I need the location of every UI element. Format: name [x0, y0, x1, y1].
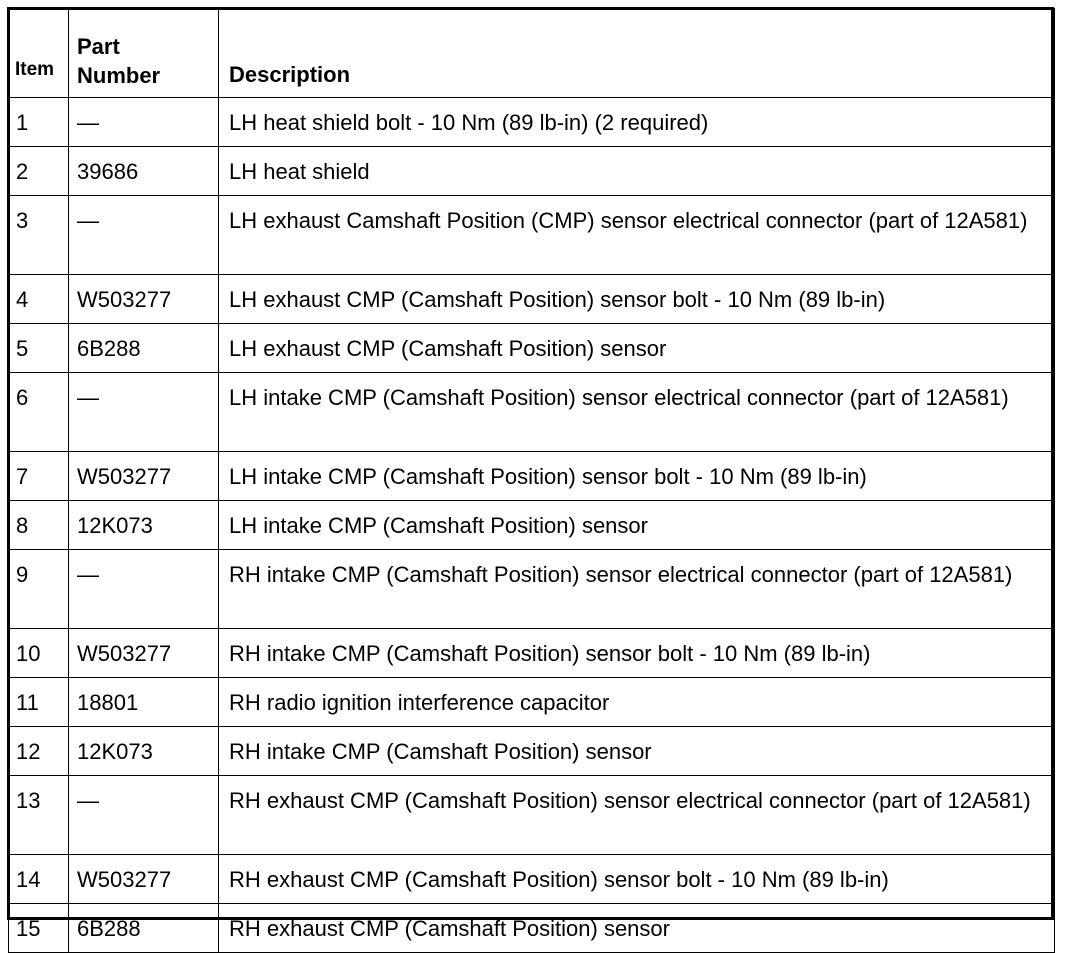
cell-description: RH exhaust CMP (Camshaft Position) sensor	[219, 904, 1055, 953]
header-description: Description	[219, 9, 1055, 98]
table-row	[9, 629, 1055, 678]
cell-item: 7	[9, 452, 69, 501]
table-header-row	[9, 9, 1055, 98]
cell-part-number: 6B288	[69, 324, 219, 373]
cell-part-number: 18801	[69, 678, 219, 727]
cell-description: RH radio ignition interference capacitor	[219, 678, 1055, 727]
table-row	[9, 855, 1055, 904]
cell-description: RH exhaust CMP (Camshaft Position) sensor electrical connector (part of 12A581)	[219, 776, 1055, 855]
cell-item: 5	[9, 324, 69, 373]
header-part-number	[69, 9, 219, 98]
cell-description: RH intake CMP (Camshaft Position) sensor electrical connector (part of 12A581)	[219, 550, 1055, 629]
table-row	[9, 324, 1055, 373]
cell-part-number: 12K073	[69, 501, 219, 550]
cell-part-number: —	[69, 98, 219, 147]
cell-item: 1	[9, 98, 69, 147]
cell-description: LH intake CMP (Camshaft Position) sensor	[219, 501, 1055, 550]
cell-item: 4	[9, 275, 69, 324]
cell-description: LH intake CMP (Camshaft Position) sensor bolt - 10 Nm (89 lb-in)	[219, 452, 1055, 501]
table-row	[9, 452, 1055, 501]
table-row	[9, 196, 1055, 275]
cell-item: 9	[9, 550, 69, 629]
table-row	[9, 373, 1055, 452]
cell-part-number: —	[69, 373, 219, 452]
cell-description: LH exhaust CMP (Camshaft Position) sensor	[219, 324, 1055, 373]
table-row	[9, 147, 1055, 196]
table-row	[9, 501, 1055, 550]
cell-part-number: —	[69, 550, 219, 629]
cell-item: 12	[9, 727, 69, 776]
cell-item: 6	[9, 373, 69, 452]
cell-part-number: 6B288	[69, 904, 219, 953]
cell-item: 13	[9, 776, 69, 855]
cell-part-number: W503277	[69, 452, 219, 501]
cell-part-number: W503277	[69, 855, 219, 904]
header-item: Item	[9, 9, 69, 98]
cell-item: 15	[9, 904, 69, 953]
cell-item: 14	[9, 855, 69, 904]
header-part-line1: Part	[77, 34, 120, 59]
cell-description: LH exhaust Camshaft Position (CMP) sensor electrical connector (part of 12A581)	[219, 196, 1055, 275]
cell-part-number: W503277	[69, 629, 219, 678]
cell-item: 8	[9, 501, 69, 550]
table-row	[9, 678, 1055, 727]
table-row	[9, 550, 1055, 629]
cell-part-number: W503277	[69, 275, 219, 324]
table-row	[9, 904, 1055, 953]
cell-part-number: 39686	[69, 147, 219, 196]
cell-description: LH heat shield bolt - 10 Nm (89 lb-in) (2 required)	[219, 98, 1055, 147]
table-row	[9, 98, 1055, 147]
table-row	[9, 275, 1055, 324]
table-row	[9, 727, 1055, 776]
cell-part-number: —	[69, 776, 219, 855]
cell-item: 10	[9, 629, 69, 678]
cell-part-number: 12K073	[69, 727, 219, 776]
table-row	[9, 776, 1055, 855]
parts-table	[8, 8, 1055, 953]
cell-description: LH exhaust CMP (Camshaft Position) sensor bolt - 10 Nm (89 lb-in)	[219, 275, 1055, 324]
cell-item: 3	[9, 196, 69, 275]
cell-description: RH intake CMP (Camshaft Position) sensor bolt - 10 Nm (89 lb-in)	[219, 629, 1055, 678]
header-part-line2: Number	[77, 63, 161, 88]
cell-description: RH intake CMP (Camshaft Position) sensor	[219, 727, 1055, 776]
cell-item: 11	[9, 678, 69, 727]
cell-item: 2	[9, 147, 69, 196]
cell-description: LH heat shield	[219, 147, 1055, 196]
cell-part-number: —	[69, 196, 219, 275]
cell-description: RH exhaust CMP (Camshaft Position) sensor bolt - 10 Nm (89 lb-in)	[219, 855, 1055, 904]
cell-description: LH intake CMP (Camshaft Position) sensor electrical connector (part of 12A581)	[219, 373, 1055, 452]
